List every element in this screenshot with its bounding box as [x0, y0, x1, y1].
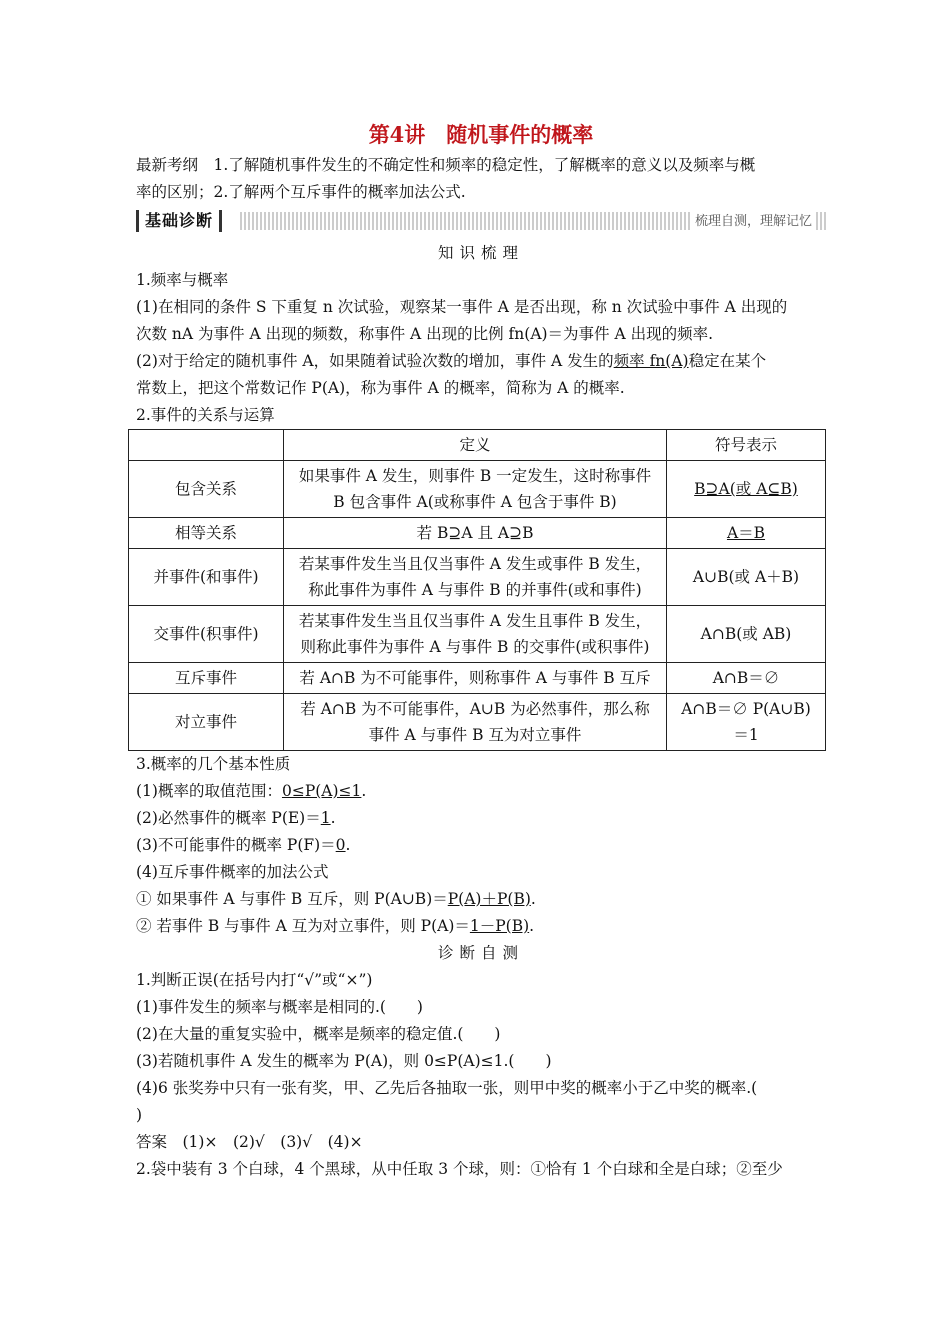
- text: .: [530, 890, 536, 908]
- table-row: [129, 549, 826, 606]
- s3-line-1: [136, 778, 826, 805]
- row-name: 包含关系: [129, 461, 284, 518]
- def-line: 若 B⊇A 且 A⊇B: [416, 524, 534, 542]
- intro-line-1: 最新考纲 1.了解随机事件发生的不确定性和频率的稳定性，了解概率的意义以及频率与概: [136, 156, 756, 174]
- sym-line: A∪B(或 A＋B): [692, 568, 800, 586]
- row-sym: [667, 461, 826, 518]
- row-def: [284, 549, 667, 606]
- q1-c: (3)若随机事件 A 发生的概率为 P(A)，则 0≤P(A)≤1.( ): [136, 1052, 552, 1070]
- s1-p2a-post: 稳定在某个: [688, 352, 767, 370]
- text: ① 如果事件 A 与事件 B 互斥，则 P(A∪B)＝: [136, 890, 448, 908]
- sym-line: A∩B＝∅ P(A∪B): [681, 700, 811, 718]
- page-title: 第4讲 随机事件的概率: [368, 122, 594, 147]
- def-line: 若某事件发生当且仅当事件 A 发生或事件 B 发生，: [298, 555, 652, 573]
- row-def: [284, 663, 667, 694]
- table-header-cell: [129, 430, 284, 461]
- row-name: 并事件(和事件): [129, 549, 284, 606]
- table-header-cell: 符号表示: [667, 430, 826, 461]
- relations-table: [128, 429, 826, 751]
- sym-line: A＝B: [726, 524, 766, 542]
- s3-head: 3.概率的几个基本性质: [136, 755, 291, 773]
- s1-p2a: [136, 348, 826, 375]
- s2-head: 2.事件的关系与运算: [136, 406, 275, 424]
- text: .: [361, 782, 367, 800]
- table-header-row: [129, 430, 826, 461]
- answer-blank: P(A)＋P(B): [447, 890, 531, 908]
- def-line: B 包含事件 A(或称事件 A 包含于事件 B): [333, 493, 617, 511]
- intro-line-2: 率的区别；2.了解两个互斥事件的概率加法公式.: [136, 183, 466, 201]
- sym-line: A∩B＝∅: [712, 669, 780, 687]
- q1-head: 1.判断正误(在括号内打“√”或“×”): [136, 971, 373, 989]
- text: .: [345, 836, 351, 854]
- row-sym: [667, 549, 826, 606]
- s3-line-2: [136, 805, 826, 832]
- s3-line-4: (4)互斥事件概率的加法公式: [136, 863, 329, 881]
- q2-text: 2.袋中装有 3 个白球，4 个黑球，从中任取 3 个球，则：①恰有 1 个白球和全是白球；②至少: [136, 1160, 783, 1178]
- row-name: 对立事件: [129, 694, 284, 751]
- s1-head: 1.频率与概率: [136, 271, 229, 289]
- row-def: [284, 606, 667, 663]
- table-header-cell: 定义: [284, 430, 667, 461]
- def-line: 则称此事件为事件 A 与事件 B 的交事件(或积事件): [300, 638, 650, 656]
- def-line: 若 A∩B 为不可能事件，A∪B 为必然事件，那么称: [300, 700, 650, 718]
- q1-d2: ): [136, 1106, 143, 1124]
- def-line: 若 A∩B 为不可能事件，则称事件 A 与事件 B 互斥: [299, 669, 651, 687]
- s1-p2a-pre: (2)对于给定的随机事件 A，如果随着试验次数的增加，事件 A 发生的: [136, 352, 614, 370]
- section-banner: [136, 210, 826, 234]
- knowledge-heading: 知识梳理: [437, 244, 524, 262]
- text: (3)不可能事件的概率 P(F)＝: [136, 836, 336, 854]
- q1-answer: 答案 (1)× (2)√ (3)√ (4)×: [136, 1133, 363, 1151]
- s3-line-6: [136, 913, 826, 940]
- row-def: [284, 461, 667, 518]
- row-name: 互斥事件: [129, 663, 284, 694]
- text: ② 若事件 B 与事件 A 互为对立事件，则 P(A)＝: [136, 917, 470, 935]
- row-name: 相等关系: [129, 518, 284, 549]
- table-row: [129, 663, 826, 694]
- s1-p2a-underlined: 频率 fn(A): [613, 352, 689, 370]
- row-sym: [667, 694, 826, 751]
- document-page: [136, 118, 826, 1183]
- text: (1)概率的取值范围：: [136, 782, 282, 800]
- sym-line: A∩B(或 AB): [700, 625, 792, 643]
- banner-tag: 基础诊断: [136, 210, 222, 232]
- def-line: 事件 A 与事件 B 互为对立事件: [368, 726, 582, 744]
- s3-line-3: [136, 832, 826, 859]
- banner-right-text: 梳理自测，理解记忆: [691, 210, 816, 234]
- row-sym: [667, 663, 826, 694]
- q1-d1: (4)6 张奖券中只有一张有奖，甲、乙先后各抽取一张，则甲中奖的概率小于乙中奖的概率.(: [136, 1079, 758, 1097]
- def-line: 如果事件 A 发生，则事件 B 一定发生，这时称事件: [298, 467, 652, 485]
- row-def: [284, 518, 667, 549]
- table-row: [129, 694, 826, 751]
- row-name: 交事件(积事件): [129, 606, 284, 663]
- s1-p1a: (1)在相同的条件 S 下重复 n 次试验，观察某一事件 A 是否出现，称 n 次试验中事件 A 出现的: [136, 298, 788, 316]
- def-line: 若某事件发生当且仅当事件 A 发生且事件 B 发生，: [298, 612, 652, 630]
- answer-blank: 1: [320, 809, 331, 827]
- row-sym: [667, 518, 826, 549]
- text: .: [330, 809, 336, 827]
- answer-blank: 1－P(B): [469, 917, 530, 935]
- table-row: [129, 518, 826, 549]
- sym-line: B⊇A(或 A⊆B): [694, 480, 798, 498]
- q1-b: (2)在大量的重复实验中，概率是频率的稳定值.( ): [136, 1025, 501, 1043]
- s1-p1b: 次数 nA 为事件 A 出现的频数，称事件 A 出现的比例 fn(A)＝为事件 A 出现的频率.: [136, 325, 714, 343]
- q1-a: (1)事件发生的频率与概率是相同的.( ): [136, 998, 423, 1016]
- s3-line-5: [136, 886, 826, 913]
- row-sym: [667, 606, 826, 663]
- diag-heading: 诊断自测: [437, 944, 524, 962]
- sym-line: ＝1: [733, 726, 759, 744]
- text: (2)必然事件的概率 P(E)＝: [136, 809, 321, 827]
- answer-blank: 0≤P(A)≤1: [281, 782, 362, 800]
- s1-p2b: 常数上，把这个常数记作 P(A)，称为事件 A 的概率，简称为 A 的概率.: [136, 379, 625, 397]
- table-row: [129, 606, 826, 663]
- table-row: [129, 461, 826, 518]
- def-line: 称此事件为事件 A 与事件 B 的并事件(或和事件): [308, 581, 642, 599]
- row-def: [284, 694, 667, 751]
- text: .: [529, 917, 535, 935]
- answer-blank: 0: [335, 836, 346, 854]
